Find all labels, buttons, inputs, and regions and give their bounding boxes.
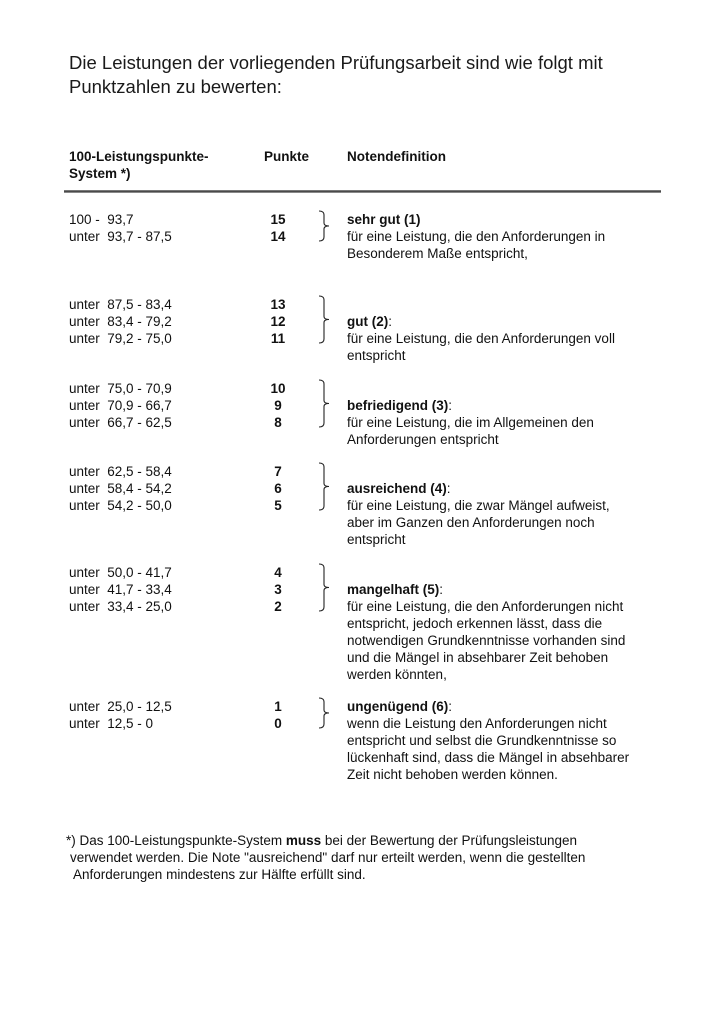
curly-brace-icon (316, 378, 334, 429)
curly-brace-icon (316, 696, 334, 730)
intro-text (69, 51, 689, 99)
range-column (69, 463, 249, 514)
range-value: unter 62,5 - 58,4 (69, 464, 172, 479)
footnote-text: bei der Bewertung der Prüfungsleistungen (321, 833, 578, 848)
points-value: 11 (270, 331, 286, 346)
grade-description-line: Anforderungen entspricht (347, 432, 499, 447)
column-header-points: Punkte (264, 149, 310, 164)
points-value: 9 (274, 398, 282, 413)
grade-title (347, 211, 667, 228)
points-value: 6 (274, 481, 282, 496)
header-divider (64, 190, 661, 193)
grade-description-line: für eine Leistung, die den Anforderungen in (347, 229, 606, 244)
grade-title (347, 581, 667, 598)
grade-description-line: für eine Leistung, die den Anforderungen voll (347, 331, 615, 346)
grade-definition (347, 397, 667, 448)
curly-brace-icon (316, 294, 334, 345)
grade-description-line: für eine Leistung, die zwar Mängel aufweist, (347, 498, 610, 513)
range-value: unter 33,4 - 25,0 (69, 599, 172, 614)
curly-brace-icon (316, 209, 334, 243)
range-value: unter 83,4 - 79,2 (69, 314, 172, 329)
grade-description-line: notwendigen Grundkenntnisse vorhanden sind (347, 633, 626, 648)
points-value: 7 (274, 464, 282, 479)
grade-description-line: wenn die Leistung den Anforderungen nicht (347, 716, 607, 731)
range-value: unter 54,2 - 50,0 (69, 498, 172, 513)
points-column (260, 463, 296, 514)
intro-line-1: Die Leistungen der vorliegenden Prüfungsarbeit sind wie folgt mit (69, 52, 603, 73)
grade-title (347, 313, 667, 330)
grade-name: sehr gut (1) (347, 212, 421, 227)
grade-description-line: und die Mängel in absehbarer Zeit behoben (347, 650, 609, 665)
grade-definition (347, 211, 667, 262)
grade-description-line: Zeit nicht behoben werden können. (347, 767, 558, 782)
points-value: 3 (274, 582, 282, 597)
range-value: unter 66,7 - 62,5 (69, 415, 172, 430)
points-column (260, 698, 296, 732)
footnote-text: *) Das 100-Leistungspunkte-System (66, 833, 286, 848)
grade-description-line: aber im Ganzen den Anforderungen noch (347, 515, 595, 530)
grade-description-line: entspricht (347, 348, 406, 363)
points-value: 8 (274, 415, 282, 430)
range-column (69, 211, 249, 245)
range-value: unter 58,4 - 54,2 (69, 481, 172, 496)
range-column (69, 380, 249, 431)
column-header-range-line-1: 100-Leistungspunkte- (69, 149, 209, 164)
grade-description-line: für eine Leistung, die im Allgemeinen den (347, 415, 594, 430)
points-value: 0 (274, 716, 282, 731)
points-value: 2 (274, 599, 282, 614)
points-value: 14 (270, 229, 286, 244)
range-value: unter 50,0 - 41,7 (69, 565, 172, 580)
footnote (66, 832, 706, 883)
range-value: unter 41,7 - 33,4 (69, 582, 172, 597)
range-column (69, 698, 249, 732)
grade-description-line: entspricht (347, 532, 406, 547)
grade-name: mangelhaft (5) (347, 582, 440, 597)
grade-name: ausreichend (4) (347, 481, 447, 496)
range-value: unter 93,7 - 87,5 (69, 229, 172, 244)
grade-title (347, 397, 667, 414)
range-value: 100 - 93,7 (69, 212, 134, 227)
footnote-emphasis: muss (285, 833, 322, 848)
grade-description-line: lückenhaft sind, dass die Mängel in absehbarer (347, 750, 630, 765)
grade-title (347, 480, 667, 497)
points-column (260, 211, 296, 245)
range-value: unter 25,0 - 12,5 (69, 699, 172, 714)
range-column (69, 296, 249, 347)
column-header-definition: Notendefinition (347, 149, 446, 164)
grade-definition (347, 698, 667, 783)
footnote-line-3: Anforderungen mindestens zur Hälfte erfüllt sind. (73, 867, 366, 882)
points-value: 13 (270, 297, 286, 312)
grade-colon: : (446, 481, 451, 496)
grade-colon: : (388, 314, 393, 329)
grade-description-line: für eine Leistung, die den Anforderungen nicht (347, 599, 624, 614)
grade-description-line: entspricht und selbst die Grundkenntnisse so (347, 733, 617, 748)
grade-name: gut (2) (347, 314, 389, 329)
column-header-range (69, 148, 239, 182)
grade-definition (347, 313, 667, 364)
range-value: unter 75,0 - 70,9 (69, 381, 172, 396)
grade-name: ungenügend (6) (347, 699, 449, 714)
grade-name: befriedigend (3) (347, 398, 449, 413)
points-value: 15 (270, 212, 286, 227)
points-value: 4 (274, 565, 282, 580)
points-value: 1 (274, 699, 282, 714)
grade-title (347, 698, 667, 715)
range-value: unter 79,2 - 75,0 (69, 331, 172, 346)
grade-colon: : (439, 582, 444, 597)
footnote-line-2: verwendet werden. Die Note "ausreichend" darf nur erteilt werden, wenn die gestellten (70, 850, 586, 865)
points-column (260, 296, 296, 347)
curly-brace-icon (316, 461, 334, 512)
footnote-line-1 (66, 832, 706, 849)
grade-description-line: werden könnten, (347, 667, 447, 682)
intro-line-2: Punktzahlen zu bewerten: (69, 76, 282, 97)
points-column (260, 564, 296, 615)
grade-description-line: entspricht, jedoch erkennen lässt, dass die (347, 616, 603, 631)
points-value: 5 (274, 498, 282, 513)
points-value: 10 (270, 381, 286, 396)
grade-definition (347, 480, 667, 548)
range-value: unter 87,5 - 83,4 (69, 297, 172, 312)
grade-colon: : (448, 699, 453, 714)
grade-description-line: Besonderem Maße entspricht, (347, 246, 528, 261)
grade-colon: : (448, 398, 453, 413)
range-value: unter 70,9 - 66,7 (69, 398, 172, 413)
range-column (69, 564, 249, 615)
points-column (260, 380, 296, 431)
grade-definition (347, 581, 667, 683)
range-value: unter 12,5 - 0 (69, 716, 154, 731)
points-value: 12 (270, 314, 286, 329)
column-header-range-line-2: System *) (69, 166, 131, 181)
curly-brace-icon (316, 562, 334, 613)
